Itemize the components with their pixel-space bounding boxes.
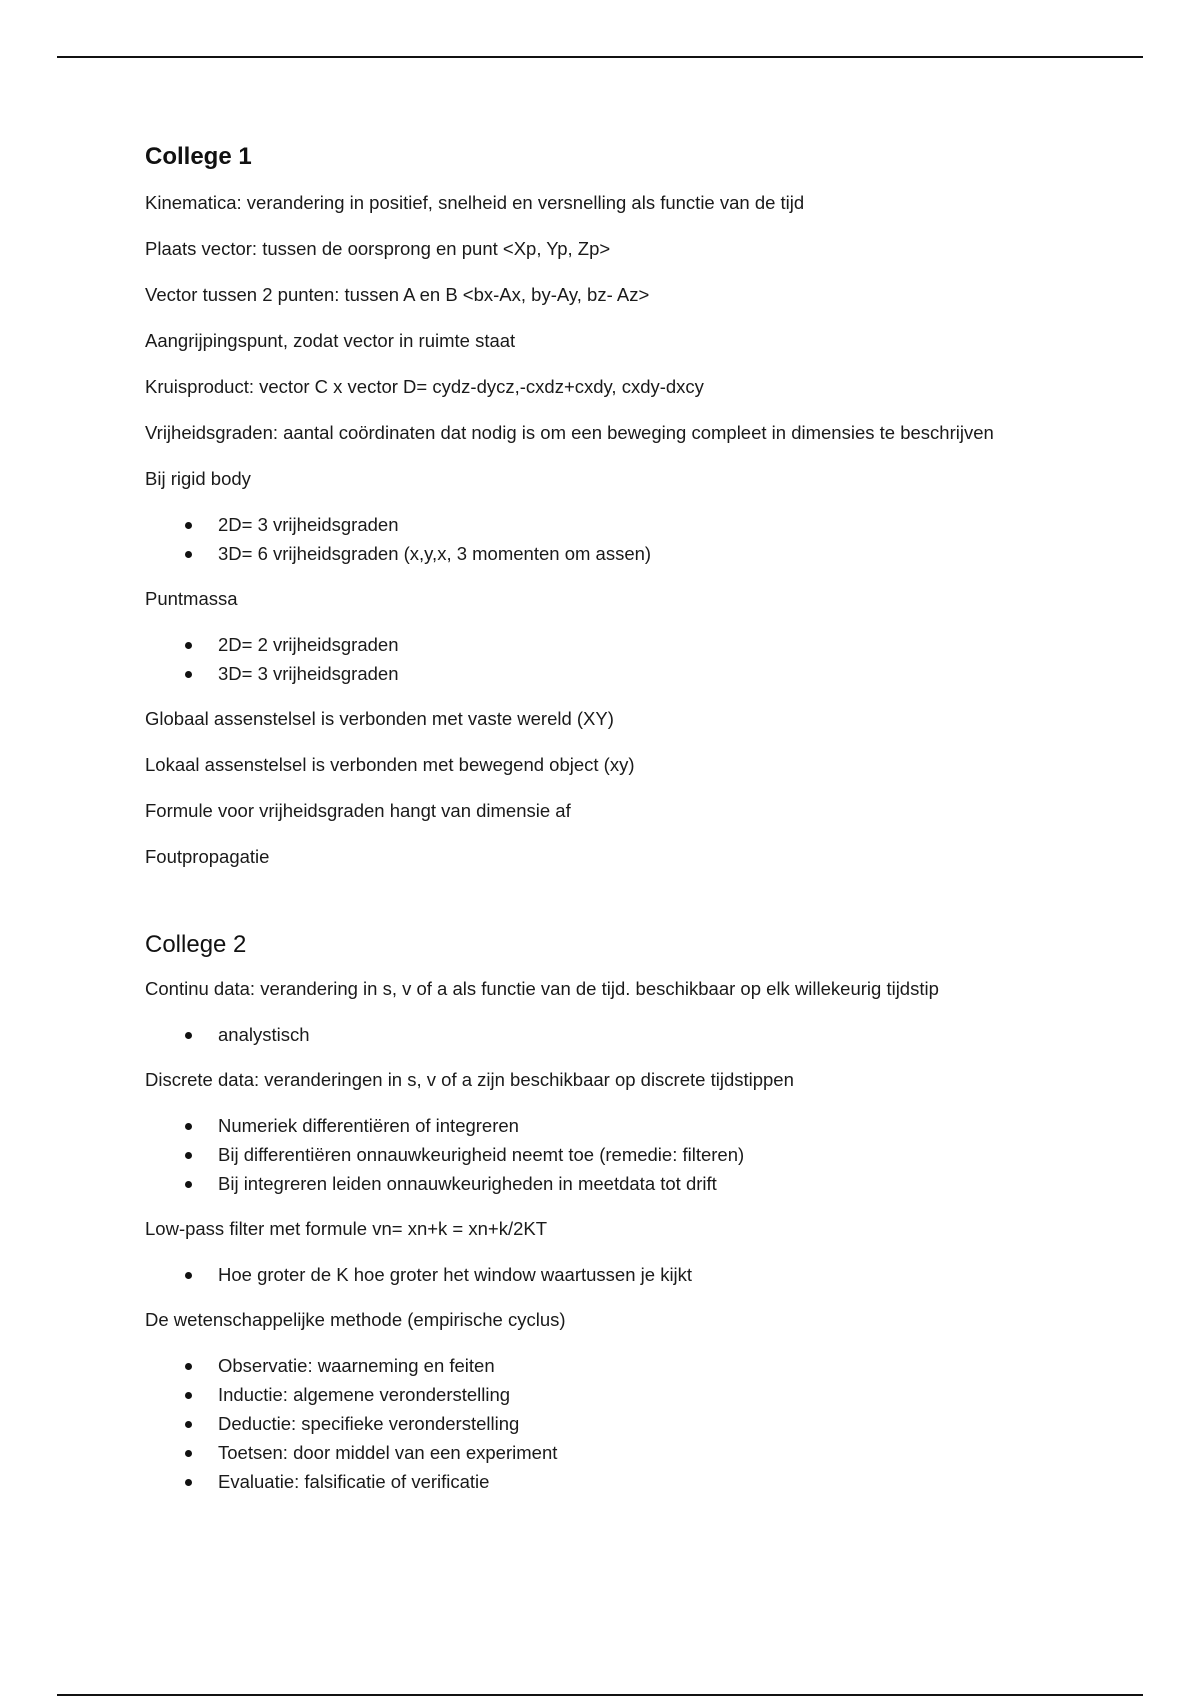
header-rule bbox=[57, 56, 1143, 58]
list-item-text: Hoe groter de K hoe groter het window waartussen je kijkt bbox=[218, 1264, 693, 1285]
paragraph-lowpass: Low-pass filter met formule vn= xn+k = xn+k/2KT bbox=[145, 1218, 548, 1239]
paragraph-methode: De wetenschappelijke methode (empirische cyclus) bbox=[145, 1309, 566, 1330]
paragraph-rigid-body: Bij rigid body bbox=[145, 468, 251, 489]
list-item-text: Bij integreren leiden onnauwkeurigheden in meetdata tot drift bbox=[218, 1173, 717, 1194]
list-item bbox=[145, 1351, 1045, 1380]
list-item-text: 2D= 3 vrijheidsgraden bbox=[218, 514, 399, 535]
bullet-icon bbox=[185, 1181, 192, 1188]
list-item bbox=[145, 630, 1045, 659]
paragraph-discrete: Discrete data: veranderingen in s, v of a zijn beschikbaar op discrete tijdstippen bbox=[145, 1069, 794, 1090]
list-item bbox=[145, 1409, 1045, 1438]
list-item bbox=[145, 1111, 1045, 1140]
paragraph-kinematica: Kinematica: verandering in positief, snelheid en versnelling als functie van de tijd bbox=[145, 192, 805, 213]
list-item-text: Toetsen: door middel van een experiment bbox=[218, 1442, 558, 1463]
paragraph-continu: Continu data: verandering in s, v of a als functie van de tijd. beschikbaar op elk willekeurig tijdstip bbox=[145, 978, 939, 999]
list-continu bbox=[145, 1020, 1045, 1049]
list-item bbox=[145, 1020, 1045, 1049]
document-body bbox=[145, 140, 1045, 1512]
bullet-icon bbox=[185, 1123, 192, 1130]
paragraph-foutpropagatie: Foutpropagatie bbox=[145, 846, 270, 867]
list-item bbox=[145, 1169, 1045, 1198]
list-item bbox=[145, 1438, 1045, 1467]
bullet-icon bbox=[185, 1363, 192, 1370]
paragraph-kruisproduct: Kruisproduct: vector C x vector D= cydz-dycz,-cxdz+cxdy, cxdy-dxcy bbox=[145, 376, 704, 397]
list-item-text: 3D= 6 vrijheidsgraden (x,y,x, 3 momenten om assen) bbox=[218, 543, 652, 564]
paragraph-lokaal: Lokaal assenstelsel is verbonden met bewegend object (xy) bbox=[145, 754, 635, 775]
paragraph-puntmassa: Puntmassa bbox=[145, 588, 238, 609]
paragraph-vrijheidsgraden: Vrijheidsgraden: aantal coördinaten dat nodig is om een beweging compleet in dimensies te beschrijven bbox=[145, 422, 994, 443]
list-item bbox=[145, 1380, 1045, 1409]
list-item bbox=[145, 659, 1045, 688]
bullet-icon bbox=[185, 1272, 192, 1279]
paragraph-plaats-vector: Plaats vector: tussen de oorsprong en punt <Xp, Yp, Zp> bbox=[145, 238, 611, 259]
list-rigid-body bbox=[145, 510, 1045, 568]
bullet-icon bbox=[185, 671, 192, 678]
paragraph-globaal: Globaal assenstelsel is verbonden met vaste wereld (XY) bbox=[145, 708, 614, 729]
paragraph-aangrijpingspunt: Aangrijpingspunt, zodat vector in ruimte staat bbox=[145, 330, 516, 351]
list-item-text: Observatie: waarneming en feiten bbox=[218, 1355, 495, 1376]
paragraph-vector-tussen: Vector tussen 2 punten: tussen A en B <bx-Ax, by-Ay, bz- Az> bbox=[145, 284, 650, 305]
list-item-text: Inductie: algemene veronderstelling bbox=[218, 1384, 511, 1405]
bullet-icon bbox=[185, 642, 192, 649]
list-item-text: Numeriek differentiëren of integreren bbox=[218, 1115, 519, 1136]
list-item bbox=[145, 1467, 1045, 1496]
bullet-icon bbox=[185, 1479, 192, 1486]
college-1-heading: College 1 bbox=[145, 143, 252, 170]
college-2-heading: College 2 bbox=[145, 931, 247, 958]
list-item bbox=[145, 539, 1045, 568]
bullet-icon bbox=[185, 1152, 192, 1159]
list-item-text: Evaluatie: falsificatie of verificatie bbox=[218, 1471, 490, 1492]
bullet-icon bbox=[185, 551, 192, 558]
list-item bbox=[145, 1260, 1045, 1289]
list-item-text: analystisch bbox=[218, 1024, 310, 1045]
section-spacer bbox=[145, 888, 1045, 928]
list-item-text: 2D= 2 vrijheidsgraden bbox=[218, 634, 399, 655]
list-item-text: Bij differentiëren onnauwkeurigheid neemt toe (remedie: filteren) bbox=[218, 1144, 745, 1165]
list-lowpass bbox=[145, 1260, 1045, 1289]
list-item bbox=[145, 1140, 1045, 1169]
bullet-icon bbox=[185, 522, 192, 529]
list-puntmassa bbox=[145, 630, 1045, 688]
footer-rule bbox=[57, 1694, 1143, 1696]
bullet-icon bbox=[185, 1032, 192, 1039]
paragraph-formule: Formule voor vrijheidsgraden hangt van dimensie af bbox=[145, 800, 571, 821]
list-methode bbox=[145, 1351, 1045, 1496]
bullet-icon bbox=[185, 1392, 192, 1399]
list-item bbox=[145, 510, 1045, 539]
list-discrete bbox=[145, 1111, 1045, 1198]
list-item-text: Deductie: specifieke veronderstelling bbox=[218, 1413, 520, 1434]
bullet-icon bbox=[185, 1450, 192, 1457]
bullet-icon bbox=[185, 1421, 192, 1428]
list-item-text: 3D= 3 vrijheidsgraden bbox=[218, 663, 399, 684]
